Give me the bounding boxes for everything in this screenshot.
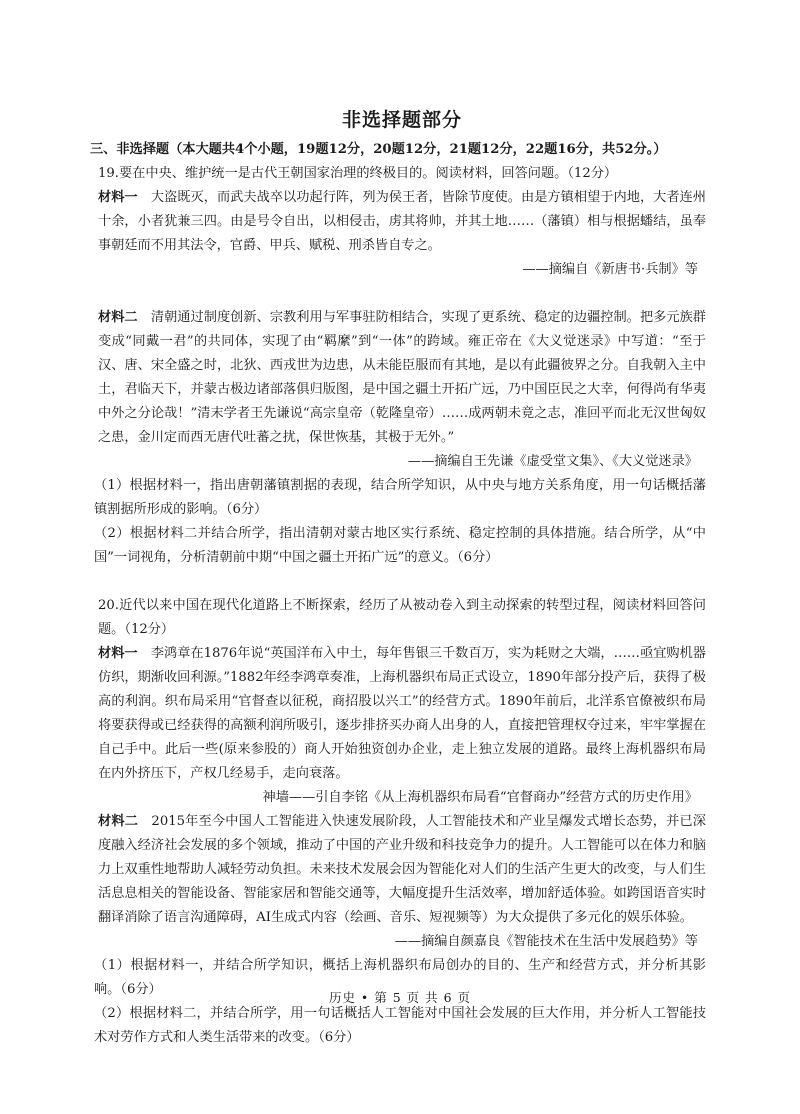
q20-material-1-label: 材料一	[98, 646, 138, 661]
q20-material-2-source: ——摘编自颜嘉良《智能技术在生活中发展趋势》等	[394, 934, 698, 949]
q20-material-2-text: 2015年至今中国人工智能进入快速发展阶段，人工智能技术和产业呈爆发式增长态势，并已深度融入经济社会发展的多个领域，推动了中国的产业升级和科技竞争力的提升。人工智能可以在体力和脑力上双重性地帮助人减轻劳动负担。未来技术发展会因为智能化对人们的生活产生更大的改变，与人们生活息息相关的智能设备、智能家居和智能交通等，大幅度提升生活效率，增加舒适体验。如跨国语音实时翻译消除了语言沟通障碍，AI生成式内容（绘画、音乐、短视频等）为大众提供了多元化的娱乐体验。	[98, 814, 706, 925]
q19-material-1	[98, 186, 706, 258]
question-20	[94, 594, 706, 1050]
q20-subquestion-1: （1）根据材料一，并结合所学知识，概括上海机器织布局创办的目的、生产和经营方式，并分析其影响。（6分）	[94, 958, 706, 997]
page-footer: 历史 • 第 5 页 共 6 页	[328, 990, 472, 1005]
q20-material-2	[98, 810, 706, 930]
q19-subquestion-1: （1）根据材料一，指出唐朝藩镇割据的表现，结合所学知识，从中央与地方关系角度，用一句话概括藩镇割据所形成的影响。（6分）	[94, 478, 706, 517]
section-header: 三、非选择题（本大题共4个小题，19题12分，20题12分，21题12分，22题16分，共52分。）	[90, 142, 667, 157]
q20-subquestion-2: （2）根据材料二，并结合所学，用一句话概括人工智能对中国社会发展的巨大作用，并分析人工智能技术对劳作方式和人类生活带来的改变。（6分）	[94, 1006, 706, 1045]
q19-material-2-label: 材料二	[98, 310, 138, 325]
q19-material-1-text: 大盗既灭，而武夫战卒以功起行阵，列为侯王者，皆除节度使。由是方镇相望于内地，大者连州十余，小者犹兼三四。由是号令自出，以相侵击，虏其将帅，并其土地……（藩镇）相与根据蟠结，虽奉事朝廷而不用其法令，官爵、甲兵、赋税、刑杀皆自专之。	[98, 190, 706, 253]
q19-material-2	[98, 306, 706, 450]
exam-page	[90, 108, 706, 1050]
question-19	[94, 162, 706, 570]
page-title: 非选择题部分	[341, 109, 462, 131]
q19-subquestion-2: （2）根据材料二并结合所学，指出清朝对蒙古地区实行系统、稳定控制的具体措施。结合所学，从“中国”一词视角，分析清朝前中期“中国之疆土开拓广远”的意义。（6分）	[94, 526, 706, 565]
q20-stem: 20.近代以来中国在现代化道路上不断探索，经历了从被动卷入到主动探索的转型过程，阅读材料回答问题。（12分）	[98, 598, 706, 637]
q20-material-1	[98, 642, 706, 786]
q19-material-1-source: ——摘编自《新唐书·兵制》等	[522, 262, 698, 277]
q19-stem: 19.要在中央、维护统一是古代王朝国家治理的终极目的。阅读材料，回答问题。（12分）	[98, 166, 618, 181]
q19-material-2-source: ——摘编自王先谦《虚受堂文集》、《大义觉迷录》	[407, 454, 698, 469]
q20-material-2-label: 材料二	[98, 814, 139, 829]
q19-material-1-label: 材料一	[98, 190, 138, 205]
q19-material-2-text: 清朝通过制度创新、宗教利用与军事驻防相结合，实现了更系统、稳定的边疆控制。把多元族群变成“同戴一君”的共同体，实现了由“羁縻”到“一体”的跨域。雍正帝在《大义觉迷录》中写道：“至于汉、唐、宋全盛之时，北狄、西戎世为边患，从未能臣服而有其地，是以有此疆彼界之分。自我朝入主中土，君临天下，并蒙古极边诸部落俱归版图，是中国之疆土开拓广远，乃中国臣民之大幸，何得尚有华夷中外之分论哉！”清末学者王先谦说“高宗皇帝（乾隆皇帝）……成两朝未竟之志，准回平而北无汉世匈奴之患，金川定而西无唐代吐蕃之扰，保世恢基，其极于无外。”	[98, 310, 706, 445]
q20-material-1-text: 李鸿章在1876年说“英国洋布入中土，每年售银三千数百万，实为耗财之大端，……亟宜购机器仿织，期渐收回利源。”1882年经李鸿章奏准，上海机器织布局正式设立，1890年部分投产后，获得了极高的利润。织布局采用“官督查以征税，商招股以兴工”的经营方式。1890年前后，北洋系官僚被织布局将要获得或已经获得的高额利润所吸引，逐步排挤买办商人出身的人，直接把管理权夺过来，牢牢掌握在自己手中。此后一些(原来参股的）商人开始独资创办企业，走上独立发展的道路。最终上海机器织布局在内外挤压下，产权几经易手，走向衰落。	[98, 646, 706, 781]
q20-material-1-source: 神墙——引自李铭《从上海机器织布局看“官督商办”经营方式的历史作用》	[262, 790, 698, 805]
